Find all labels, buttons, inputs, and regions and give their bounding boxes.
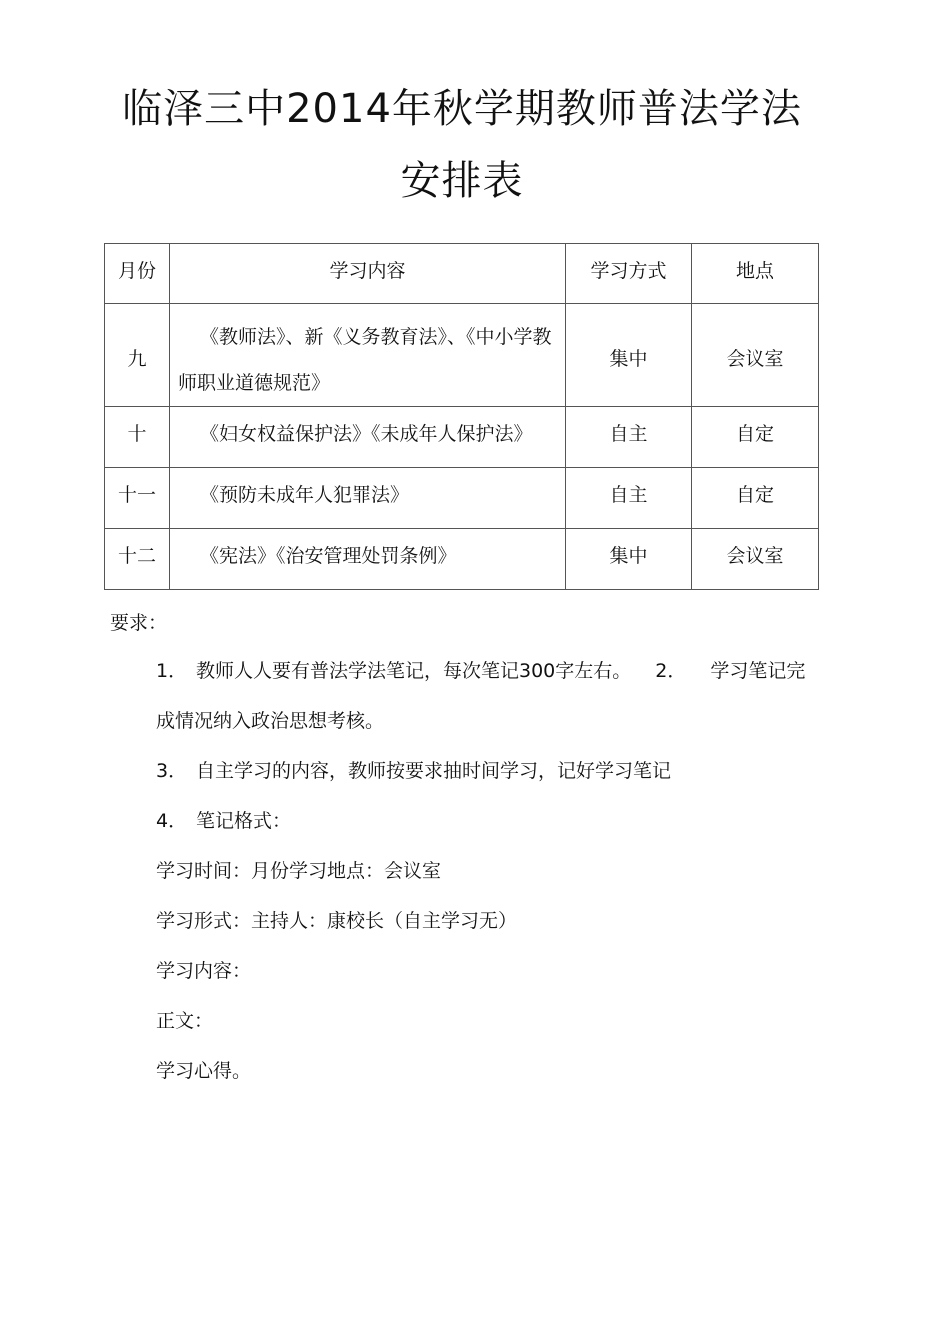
item-text: 教师人人要有普法学法笔记，每次笔记300字左右。 (196, 660, 632, 682)
requirement-item-3 (156, 756, 671, 783)
table-row (105, 304, 819, 407)
cell-place: 自定 (692, 407, 819, 468)
header-content: 学习内容 (170, 244, 566, 304)
format-line: 学习时间：月份学习地点：会议室 (156, 860, 442, 882)
cell-month: 十一 (105, 468, 170, 529)
header-method: 学习方式 (566, 244, 692, 304)
cell-content (170, 468, 566, 529)
cell-place: 会议室 (692, 529, 819, 590)
requirement-item-1 (156, 656, 805, 683)
format-line: 学习形式：主持人：康校长（自主学习无） (156, 910, 518, 932)
item-number: 2． (655, 660, 687, 682)
item-number: 4． (156, 810, 188, 832)
header-month: 月份 (105, 244, 170, 304)
item-number: 3． (156, 760, 188, 782)
cell-content-text: 《预防未成年人犯罪法》 (200, 484, 410, 506)
table-row (105, 529, 819, 590)
cell-method: 集中 (566, 304, 692, 407)
page-title-line1: 临泽三中2014年秋学期教师普法学法 (122, 86, 802, 132)
cell-month: 十二 (105, 529, 170, 590)
item-text: 自主学习的内容，教师按要求抽时间学习，记好学习笔记 (196, 760, 672, 782)
format-line: 学习心得。 (156, 1060, 252, 1082)
cell-month: 九 (105, 304, 170, 407)
cell-method: 自主 (566, 407, 692, 468)
cell-content (170, 407, 566, 468)
requirement-item-4 (156, 806, 291, 833)
item-text: 学习笔记完 (710, 660, 806, 682)
cell-content (170, 304, 566, 407)
item-text: 笔记格式： (196, 810, 292, 832)
cell-content-text: 《教师法》、新《义务教育法》、《中小学教师职业道德规范》 (178, 326, 552, 394)
table-row (105, 407, 819, 468)
cell-month: 十 (105, 407, 170, 468)
format-line: 学习内容： (156, 960, 252, 982)
format-line: 正文： (156, 1010, 214, 1032)
cell-method: 集中 (566, 529, 692, 590)
cell-content-text: 《妇女权益保护法》《未成年人保护法》 (200, 423, 533, 445)
requirements-label: 要求： (110, 612, 168, 634)
header-place: 地点 (692, 244, 819, 304)
cell-content (170, 529, 566, 590)
cell-method: 自主 (566, 468, 692, 529)
schedule-table (104, 243, 819, 590)
table-header-row (105, 244, 819, 304)
page-title-line2: 安排表 (400, 158, 524, 204)
cell-place: 会议室 (692, 304, 819, 407)
cell-place: 自定 (692, 468, 819, 529)
cell-content-text: 《宪法》《治安管理处罚条例》 (200, 545, 457, 567)
requirement-item-2-continued: 成情况纳入政治思想考核。 (156, 710, 385, 732)
table-row (105, 468, 819, 529)
item-number: 1． (156, 660, 188, 682)
